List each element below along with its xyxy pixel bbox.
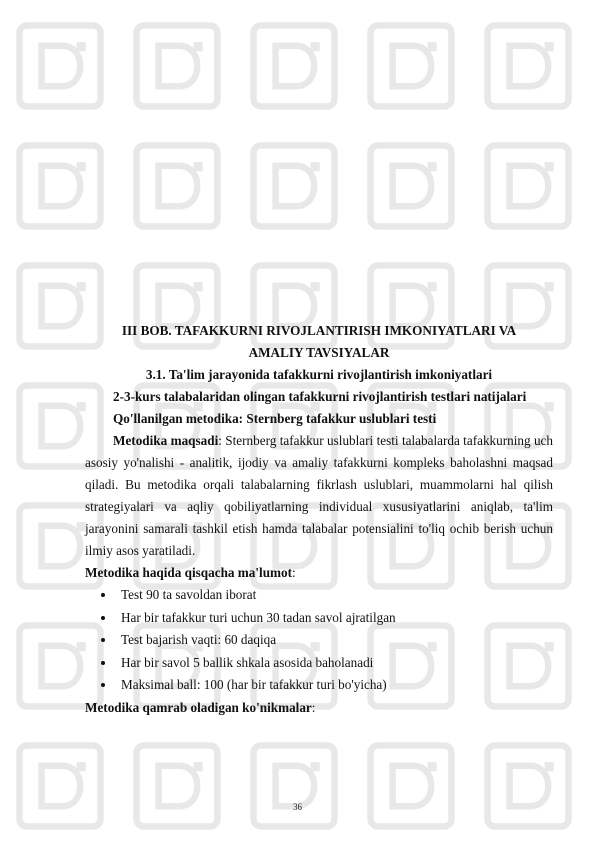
- coverage-heading: [85, 697, 553, 719]
- list-item-text: Test 90 ta savoldan iborat: [121, 587, 257, 602]
- chapter-heading-line1: III BOB. TAFAKKURNI RIVOJLANTIRISH IMKONIYATLARI VA: [121, 323, 517, 338]
- page-content: [85, 320, 553, 719]
- list-item-text: Har bir tafakkur turi uchun 30 tadan savol ajratilgan: [121, 609, 396, 625]
- bullet-icon: [101, 661, 105, 665]
- doc-logo-icon: [131, 20, 223, 112]
- list-item: [101, 607, 553, 630]
- doc-logo-icon: [482, 140, 574, 232]
- section-title: 3.1. Ta'lim jarayonida tafakkurni rivojlantirish imkoniyatlari: [145, 367, 493, 382]
- doc-logo-icon: [14, 740, 106, 832]
- list-item: [101, 652, 553, 675]
- bullet-icon: [101, 683, 105, 687]
- doc-logo-icon: [14, 140, 106, 232]
- brief-label: Metodika haqida qisqacha ma'lumot: [85, 565, 293, 580]
- doc-logo-icon: [365, 140, 457, 232]
- brief-list: [85, 584, 553, 697]
- bullet-icon: [101, 616, 105, 620]
- doc-logo-icon: [131, 140, 223, 232]
- coverage-colon: :: [311, 699, 316, 715]
- list-item: [101, 584, 553, 607]
- purpose-paragraph: [85, 430, 553, 562]
- doc-logo-icon: [365, 20, 457, 112]
- list-item: [101, 629, 553, 652]
- doc-logo-icon: [248, 140, 340, 232]
- bullet-icon: [101, 593, 105, 597]
- list-item-text: Har bir savol 5 ballik shkala asosida baholanadi: [121, 654, 374, 670]
- doc-logo-icon: [365, 740, 457, 832]
- list-item: [101, 674, 553, 697]
- doc-logo-icon: [14, 20, 106, 112]
- list-item-text: Test bajarish vaqti: 60 daqiqa: [121, 632, 277, 647]
- doc-logo-icon: [248, 20, 340, 112]
- list-item-text: Maksimal ball: 100 (har bir tafakkur turi bo'yicha): [121, 677, 387, 692]
- doc-logo-icon: [248, 740, 340, 832]
- coverage-label: Metodika qamrab oladigan ko'nikmalar: [85, 699, 312, 715]
- subtitle-method: Qo'llanilgan metodika: Sternberg tafakkur uslublari testi: [113, 411, 437, 426]
- bullet-icon: [101, 638, 105, 642]
- chapter-heading-line2: AMALIY TAVSIYALAR: [248, 345, 390, 360]
- subtitle-results: 2-3-kurs talabalaridan olingan tafakkurni rivojlantirish testlari natijalari: [113, 389, 527, 404]
- doc-logo-icon: [482, 740, 574, 832]
- page-number: 36: [293, 802, 302, 812]
- doc-logo-icon: [131, 740, 223, 832]
- purpose-label: Metodika maqsadi: [113, 433, 219, 448]
- brief-colon: :: [292, 565, 296, 580]
- purpose-text: : Sternberg tafakkur uslublari testi talabalarda tafakkurning uch asosiy yo'nalishi - analitik, ijodiy va amaliy tafakkurni kompleks baholashni maqsad qiladi. Bu metodika orqali talabalarning fikrlash uslublari, muammolarni hal qilish strategiyalari va aqliy qobiliyatlarning individual xususiyatlarini aniqlab, ta'lim jarayonini samarali tashkil etish hamda talabalar potensialini to'liq ochib berish uchun ilmiy asos yaratiladi.: [85, 433, 553, 558]
- brief-heading: [85, 562, 553, 584]
- doc-logo-icon: [482, 20, 574, 112]
